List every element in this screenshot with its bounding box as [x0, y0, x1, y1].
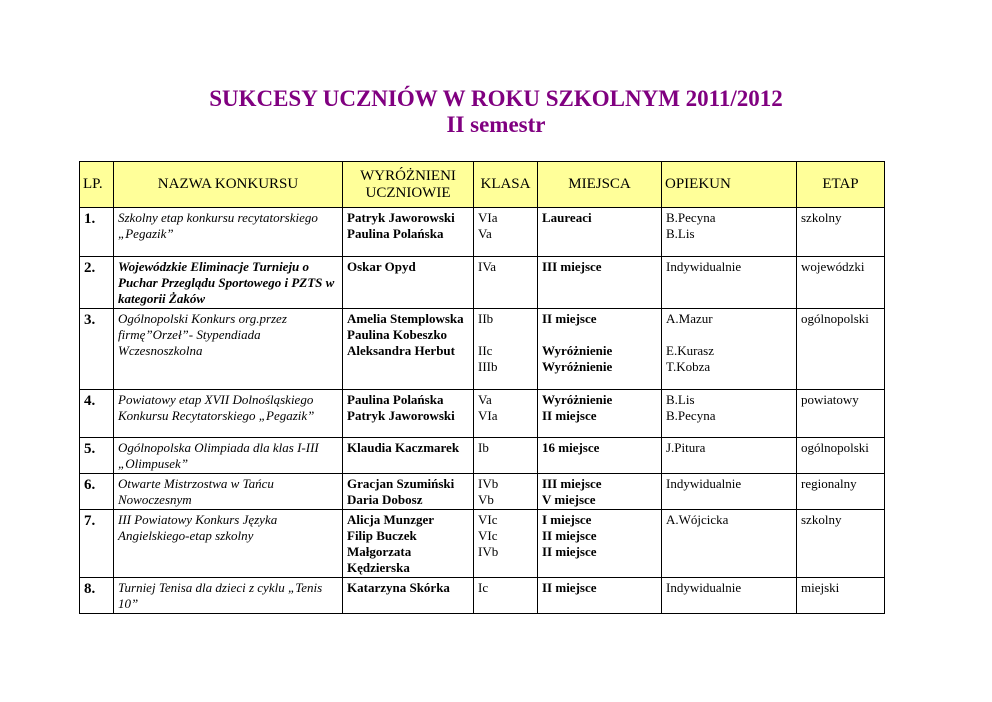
spacer — [542, 327, 657, 343]
class-value: VIc — [478, 512, 498, 527]
student-name: Katarzyna Skórka — [347, 580, 450, 595]
students-cell — [343, 474, 474, 510]
supervisor-name: Indywidualnie — [666, 259, 742, 274]
stage-cell: regionalny — [797, 474, 885, 510]
row-number: 5. — [80, 438, 114, 474]
place-cell — [538, 309, 662, 390]
class-value: VIa — [478, 408, 498, 423]
student-name: Klaudia Kaczmarek — [347, 440, 460, 455]
place-value: 16 miejsce — [542, 440, 600, 455]
class-value: IVa — [478, 259, 497, 274]
class-value: VIc — [478, 528, 498, 543]
place-value: II miejsce — [542, 528, 597, 543]
students-cell — [343, 257, 474, 309]
contest-name: III Powiatowy Konkurs Języka Angielskiego-etap szkolny — [114, 510, 343, 578]
place-value: Wyróżnienie — [542, 392, 613, 407]
students-cell — [343, 309, 474, 390]
table-row — [80, 208, 885, 257]
place-value: II miejsce — [542, 311, 597, 326]
place-cell — [538, 510, 662, 578]
place-value: Laureaci — [542, 210, 592, 225]
class-value: VIa — [478, 210, 498, 225]
header-klasa: KLASA — [474, 162, 538, 208]
place-value: V miejsce — [542, 492, 596, 507]
student-name: Gracjan Szumiński — [347, 476, 455, 491]
class-value: IIc — [478, 343, 493, 358]
students-cell — [343, 208, 474, 257]
contest-name: Ogólnopolska Olimpiada dla klas I-III „Olimpusek” — [114, 438, 343, 474]
place-value: III miejsce — [542, 476, 602, 491]
table-row — [80, 257, 885, 309]
class-cell — [474, 510, 538, 578]
class-cell — [474, 309, 538, 390]
class-value: IVb — [478, 544, 499, 559]
page-title: SUKCESY UCZNIÓW W ROKU SZKOLNYM 2011/2012 — [209, 86, 783, 111]
place-value: II miejsce — [542, 580, 597, 595]
stage-cell: ogólnopolski — [797, 309, 885, 390]
header-etap: ETAP — [797, 162, 885, 208]
row-number: 8. — [80, 578, 114, 614]
supervisor-cell — [662, 309, 797, 390]
student-name: Daria Dobosz — [347, 492, 423, 507]
row-number: 1. — [80, 208, 114, 257]
header-uczniowie-line2: UCZNIOWIE — [365, 184, 451, 201]
row-number: 3. — [80, 309, 114, 390]
stage-cell: powiatowy — [797, 390, 885, 438]
class-value: Va — [478, 392, 492, 407]
supervisor-name: T.Kobza — [666, 359, 711, 374]
contest-name: Otwarte Mistrzostwa w Tańcu Nowoczesnym — [114, 474, 343, 510]
results-table — [79, 161, 885, 614]
class-cell — [474, 390, 538, 438]
class-value: Ib — [478, 440, 489, 455]
student-name: Paulina Polańska — [347, 392, 444, 407]
header-uczniowie — [343, 162, 474, 208]
supervisor-name: J.Pitura — [666, 440, 706, 455]
table-row — [80, 474, 885, 510]
student-name: Alicja Munzger — [347, 512, 435, 527]
place-cell — [538, 257, 662, 309]
supervisor-name: Indywidualnie — [666, 476, 742, 491]
students-cell — [343, 390, 474, 438]
students-cell — [343, 438, 474, 474]
table-row — [80, 309, 885, 390]
stage-cell: szkolny — [797, 208, 885, 257]
row-number: 6. — [80, 474, 114, 510]
class-value: IIIb — [478, 359, 498, 374]
row-number: 4. — [80, 390, 114, 438]
place-value: Wyróżnienie — [542, 343, 613, 358]
supervisor-cell — [662, 208, 797, 257]
class-cell — [474, 578, 538, 614]
place-value: I miejsce — [542, 512, 592, 527]
supervisor-cell — [662, 510, 797, 578]
student-name: Paulina Kobeszko — [347, 327, 448, 342]
supervisor-name: A.Wójcicka — [666, 512, 729, 527]
table-row — [80, 578, 885, 614]
supervisor-cell — [662, 257, 797, 309]
stage-cell: wojewódzki — [797, 257, 885, 309]
class-value: Ic — [478, 580, 489, 595]
header-uczniowie-line1: WYRÓŻNIENI — [360, 167, 456, 184]
place-cell — [538, 208, 662, 257]
row-number: 2. — [80, 257, 114, 309]
student-name: Filip Buczek — [347, 528, 417, 543]
spacer — [666, 327, 792, 343]
contest-name: Wojewódzkie Eliminacje Turnieju o Puchar Przeglądu Sportowego i PZTS w kategorii Żaków — [114, 257, 343, 309]
supervisor-cell — [662, 474, 797, 510]
place-cell — [538, 474, 662, 510]
spacer — [478, 327, 533, 343]
place-value: II miejsce — [542, 408, 597, 423]
student-name: Patryk Jaworowski — [347, 210, 455, 225]
class-value: Vb — [478, 492, 494, 507]
class-cell — [474, 208, 538, 257]
student-name: Aleksandra Herbut — [347, 343, 455, 358]
header-nazwa: NAZWA KONKURSU — [114, 162, 343, 208]
table-row — [80, 390, 885, 438]
student-name: Małgorzata Kędzierska — [347, 544, 412, 575]
supervisor-name: A.Mazur — [666, 311, 713, 326]
stage-cell: szkolny — [797, 510, 885, 578]
contest-name: Powiatowy etap XVII Dolnośląskiego Konkursu Recytatorskiego „Pegazik” — [114, 390, 343, 438]
students-cell — [343, 510, 474, 578]
supervisor-name: B.Lis — [666, 392, 695, 407]
student-name: Amelia Stemplowska — [347, 311, 464, 326]
supervisor-name: B.Pecyna — [666, 210, 716, 225]
supervisor-name: E.Kurasz — [666, 343, 715, 358]
class-cell — [474, 438, 538, 474]
contest-name: Ogólnopolski Konkurs org.przez firmę”Orzeł”- Stypendiada Wczesnoszkolna — [114, 309, 343, 390]
student-name: Patryk Jaworowski — [347, 408, 455, 423]
supervisor-cell — [662, 390, 797, 438]
student-name: Paulina Polańska — [347, 226, 444, 241]
supervisor-name: Indywidualnie — [666, 580, 742, 595]
class-value: IVb — [478, 476, 499, 491]
place-cell — [538, 578, 662, 614]
place-value: II miejsce — [542, 544, 597, 559]
supervisor-cell — [662, 578, 797, 614]
place-cell — [538, 390, 662, 438]
place-cell — [538, 438, 662, 474]
supervisor-name: B.Lis — [666, 226, 695, 241]
class-value: Va — [478, 226, 492, 241]
class-cell — [474, 257, 538, 309]
contest-name: Turniej Tenisa dla dzieci z cyklu „Tenis 10” — [114, 578, 343, 614]
stage-cell: ogólnopolski — [797, 438, 885, 474]
table-row — [80, 510, 885, 578]
header-lp: LP. — [80, 162, 114, 208]
class-value: IIb — [478, 311, 494, 326]
header-miejsce: MIEJSCA — [538, 162, 662, 208]
contest-name: Szkolny etap konkursu recytatorskiego „Pegazik” — [114, 208, 343, 257]
class-cell — [474, 474, 538, 510]
place-value: III miejsce — [542, 259, 602, 274]
row-number: 7. — [80, 510, 114, 578]
student-name: Oskar Opyd — [347, 259, 416, 274]
place-value: Wyróżnienie — [542, 359, 613, 374]
header-opiekun: OPIEKUN — [662, 162, 797, 208]
stage-cell: miejski — [797, 578, 885, 614]
table-header-row — [80, 162, 885, 208]
supervisor-cell — [662, 438, 797, 474]
students-cell — [343, 578, 474, 614]
page-subtitle: II semestr — [446, 112, 546, 137]
supervisor-name: B.Pecyna — [666, 408, 716, 423]
table-row — [80, 438, 885, 474]
